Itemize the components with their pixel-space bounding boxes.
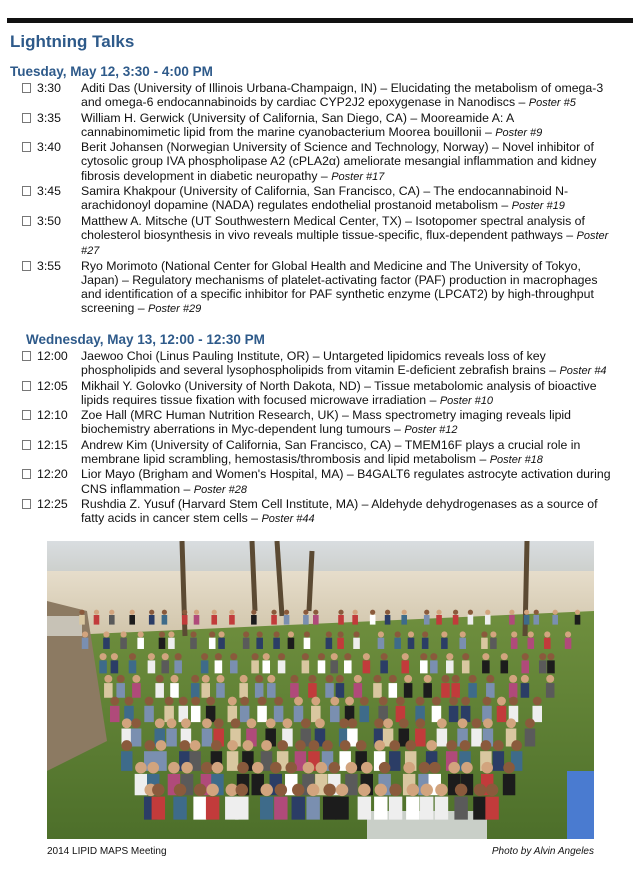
talk-text: Samira Khakpour (University of California, San Francisco, CA) – The endocannabinoid N-arachidonoyl dopamine (NADA) regulates endothelial prostanoid metabolism – bbox=[81, 184, 569, 213]
bullet-box-icon bbox=[22, 440, 31, 450]
day-heading-wednesday: Wednesday, May 13, 12:00 - 12:30 PM bbox=[26, 332, 265, 347]
talk-text: Mikhail Y. Golovko (University of North Dakota, ND) – Tissue metabolomic analysis of bioactive lipids requires tissue fixation with focused microwave irradiation – bbox=[81, 378, 597, 407]
poster-number: Poster #28 bbox=[193, 483, 247, 496]
talk-description bbox=[81, 214, 612, 259]
talk-time: 3:35 bbox=[37, 110, 61, 125]
talk-text: Ryo Morimoto (National Center for Global Health and Medicine and The University of Tokyo, Japan) – Regulatory mechanisms of platelet-activating factor (PAF) production in macrophages and identification of a specific inhibitor for PAF synthetic enzyme (LPCAT2) by high-throughput screening – bbox=[81, 258, 598, 316]
talk-description bbox=[81, 140, 612, 184]
poster-number: Poster #17 bbox=[331, 170, 385, 183]
talk-text: Rushdia Z. Yusuf (Harvard Stem Cell Institute, MA) – Aldehyde dehydrogenases as a source of fatty acids in cancer stem cells – bbox=[81, 496, 598, 526]
talk-time: 3:30 bbox=[37, 81, 61, 95]
talk-item bbox=[22, 184, 612, 214]
poster-number: Poster #10 bbox=[439, 394, 494, 407]
talk-list-wednesday bbox=[22, 349, 612, 527]
talk-item bbox=[22, 214, 612, 259]
talk-time: 3:55 bbox=[37, 258, 61, 273]
bullet-box-icon bbox=[22, 469, 31, 479]
talk-item bbox=[22, 408, 612, 438]
talk-description bbox=[81, 467, 612, 497]
talk-description bbox=[81, 497, 612, 527]
poster-number: Poster #18 bbox=[489, 454, 543, 467]
section-title: Lightning Talks bbox=[10, 32, 135, 51]
talk-description bbox=[81, 408, 612, 438]
talk-item bbox=[22, 379, 612, 409]
talk-item bbox=[22, 81, 612, 111]
talk-time: 12:05 bbox=[37, 378, 68, 393]
talk-description bbox=[81, 259, 612, 317]
talk-text: William H. Gerwick (University of California, San Diego, CA) – Mooreamide A: A cannabinomimetic lipid from the marine cyanobacterium Moorea bouillonii – bbox=[81, 110, 514, 139]
poster-number: Poster #4 bbox=[559, 365, 607, 378]
talk-time: 12:20 bbox=[37, 467, 68, 482]
talk-time: 12:25 bbox=[37, 496, 68, 511]
talk-item bbox=[22, 140, 612, 184]
talk-time: 12:00 bbox=[37, 349, 68, 363]
talk-text: Berit Johansen (Norwegian University of Science and Technology, Norway) – Novel inhibitor of cytosolic group IVA phospholipase A2 (cPLA2α) ameliorate mesangial inflammation and kidney fibrosis development in diabetic neuropathy – bbox=[81, 140, 597, 183]
talk-description bbox=[81, 184, 612, 214]
photo-credit: Photo by Alvin Angeles bbox=[491, 846, 594, 857]
talk-text: Zoe Hall (MRC Human Nutrition Research, UK) – Mass spectrometry imaging reveals lipid biochemistry aberrations in Myc-dependent lung tumours – bbox=[81, 408, 571, 437]
talk-description bbox=[81, 379, 612, 409]
talk-description bbox=[81, 349, 612, 379]
bullet-box-icon bbox=[22, 142, 31, 152]
poster-number: Poster #9 bbox=[495, 126, 543, 139]
bullet-box-icon bbox=[22, 499, 31, 509]
poster-number: Poster #5 bbox=[528, 97, 576, 110]
poster-number: Poster #12 bbox=[404, 424, 458, 437]
top-rule bbox=[7, 18, 633, 23]
talk-time: 12:10 bbox=[37, 408, 68, 423]
talk-description bbox=[81, 438, 612, 468]
talk-time: 12:15 bbox=[37, 437, 68, 452]
poster-number: Poster #27 bbox=[81, 229, 609, 258]
poster-number: Poster #29 bbox=[148, 303, 202, 316]
talk-item bbox=[22, 467, 612, 497]
talk-item bbox=[22, 349, 612, 379]
talk-time: 3:40 bbox=[37, 140, 61, 155]
poster-number: Poster #19 bbox=[511, 200, 565, 213]
bullet-box-icon bbox=[22, 410, 31, 420]
bullet-box-icon bbox=[22, 381, 31, 391]
photo-caption: 2014 LIPID MAPS Meeting bbox=[47, 846, 167, 857]
talk-text: Aditi Das (University of Illinois Urbana-Champaign, IN) – Elucidating the metabolism of omega-3 and omega-6 endocannabinoids by cardiac CYP2J2 epoxygenase in Nanodiscs – bbox=[81, 81, 604, 110]
bullet-box-icon bbox=[22, 113, 31, 123]
talk-item bbox=[22, 438, 612, 468]
talk-text: Matthew A. Mitsche (UT Southwestern Medical Center, TX) – Isotopomer spectral analysis of cholesterol biosynthesis in vivo reveals multiple tissue-specific, flux-dependent pathways – bbox=[81, 213, 585, 242]
talk-description bbox=[81, 81, 612, 111]
talk-item bbox=[22, 111, 612, 141]
bullet-box-icon bbox=[22, 351, 31, 361]
talk-time: 3:45 bbox=[37, 184, 61, 199]
bullet-box-icon bbox=[22, 83, 31, 93]
bullet-box-icon bbox=[22, 186, 31, 196]
talk-time: 3:50 bbox=[37, 213, 61, 228]
talk-item bbox=[22, 259, 612, 317]
talk-description bbox=[81, 111, 612, 141]
bullet-box-icon bbox=[22, 261, 31, 271]
talk-item bbox=[22, 497, 612, 527]
talk-text: Andrew Kim (University of California, San Francisco, CA) – TMEM16F plays a crucial role in membrane lipid scrambling, hemostasis/thrombosis and lipid metabolism – bbox=[81, 437, 581, 467]
bullet-box-icon bbox=[22, 216, 31, 226]
group-photo bbox=[47, 541, 594, 839]
talk-text: Lior Mayo (Brigham and Women's Hospital, MA) – B4GALT6 regulates astrocyte activation during CNS inflammation – bbox=[81, 467, 611, 496]
day-heading-tuesday: Tuesday, May 12, 3:30 - 4:00 PM bbox=[10, 64, 213, 79]
poster-number: Poster #44 bbox=[261, 513, 315, 526]
talk-text: Jaewoo Choi (Linus Pauling Institute, OR) – Untargeted lipidomics reveals loss of key phospholipids and several lysophospholipids from vitamin E-deficient zebrafish brains – bbox=[81, 349, 560, 378]
talk-list-tuesday bbox=[22, 81, 612, 317]
